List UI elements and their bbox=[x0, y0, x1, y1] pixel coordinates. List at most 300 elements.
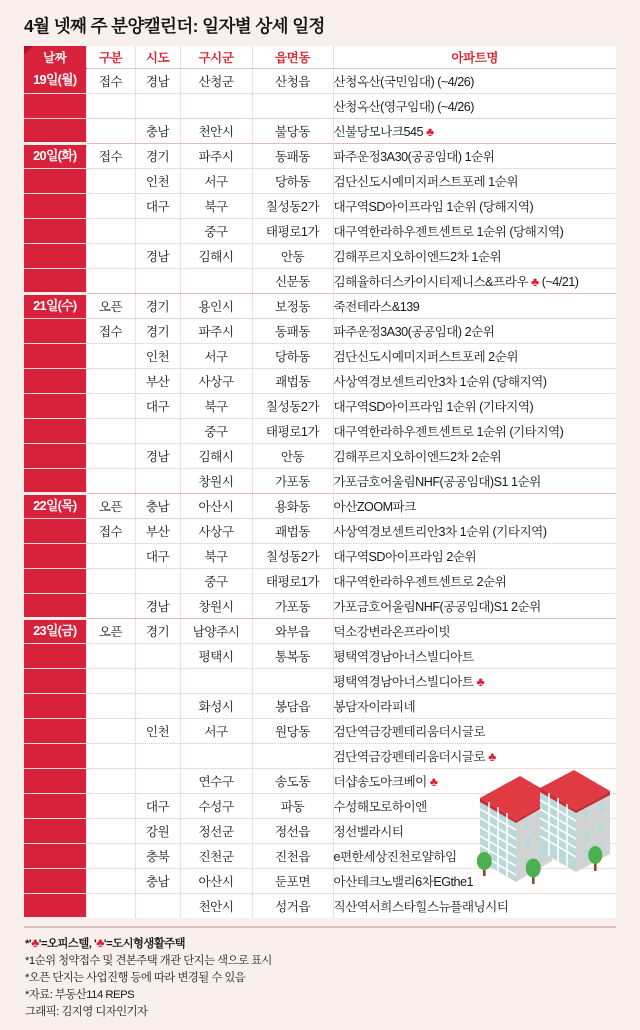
eupmyeondong-cell: 봉담읍 bbox=[252, 693, 333, 718]
apartment-name-cell bbox=[333, 393, 616, 418]
type-cell bbox=[86, 343, 135, 368]
apartment-name: 파주운정3A30(공공임대) 2순위 bbox=[333, 325, 495, 339]
date-cell-empty bbox=[24, 193, 86, 218]
eupmyeondong-cell: 당하동 bbox=[252, 168, 333, 193]
apartment-name: 검단역금강펜테리움더시글로 bbox=[333, 725, 486, 739]
eupmyeondong-cell: 동패동 bbox=[252, 143, 333, 168]
date-cell-empty bbox=[24, 393, 86, 418]
eupmyeondong-cell: 송도동 bbox=[252, 768, 333, 793]
date-cell-empty bbox=[24, 518, 86, 543]
apartment-name-cell bbox=[333, 193, 616, 218]
sido-cell bbox=[135, 568, 180, 593]
apartment-name: 신불당모나크545 bbox=[333, 125, 424, 139]
table-row bbox=[24, 368, 616, 393]
eupmyeondong-cell: 괘법동 bbox=[252, 518, 333, 543]
table-row bbox=[24, 718, 616, 743]
apartment-name-cell bbox=[333, 218, 616, 243]
table-row bbox=[24, 768, 616, 793]
eupmyeondong-cell: 당하동 bbox=[252, 343, 333, 368]
apartment-name: 아산ZOOM파크 bbox=[333, 500, 416, 514]
footnote-text: '=도시형생활주택 bbox=[103, 938, 186, 950]
apartment-name: 대구역SD아이프라임 2순위 bbox=[333, 550, 477, 564]
table-row bbox=[24, 843, 616, 868]
gusigun-cell: 창원시 bbox=[180, 593, 252, 618]
apartment-name-cell bbox=[333, 743, 616, 768]
sido-cell bbox=[135, 468, 180, 493]
apartment-name: 더샵송도아크베이 bbox=[333, 775, 427, 789]
sido-cell bbox=[135, 693, 180, 718]
sido-cell bbox=[135, 668, 180, 693]
eupmyeondong-cell: 파동 bbox=[252, 793, 333, 818]
sido-cell: 충남 bbox=[135, 118, 180, 143]
date-cell-empty bbox=[24, 93, 86, 118]
eupmyeondong-cell: 신문동 bbox=[252, 268, 333, 293]
table-row bbox=[24, 418, 616, 443]
date-cell-empty bbox=[24, 543, 86, 568]
sido-cell bbox=[135, 93, 180, 118]
date-cell bbox=[24, 493, 86, 518]
apartment-name-cell bbox=[333, 118, 616, 143]
table-row bbox=[24, 143, 616, 168]
date-label: 23일(금) bbox=[33, 622, 77, 638]
table-row bbox=[24, 168, 616, 193]
apartment-name-cell bbox=[333, 868, 616, 893]
apartment-name-cell bbox=[333, 243, 616, 268]
apartment-name-cell bbox=[333, 843, 616, 868]
date-cell-empty bbox=[24, 643, 86, 668]
table-row bbox=[24, 68, 616, 93]
type-cell bbox=[86, 768, 135, 793]
type-cell bbox=[86, 218, 135, 243]
eupmyeondong-cell: 괘법동 bbox=[252, 368, 333, 393]
eupmyeondong-cell bbox=[252, 668, 333, 693]
eupmyeondong-cell: 가포동 bbox=[252, 468, 333, 493]
eupmyeondong-cell: 칠성동2가 bbox=[252, 193, 333, 218]
eupmyeondong-cell: 성거읍 bbox=[252, 893, 333, 918]
table-row bbox=[24, 343, 616, 368]
apartment-name-cell bbox=[333, 593, 616, 618]
table-row bbox=[24, 443, 616, 468]
eupmyeondong-cell: 칠성동2가 bbox=[252, 543, 333, 568]
sido-cell: 경기 bbox=[135, 293, 180, 318]
table-header bbox=[24, 46, 616, 68]
sido-cell: 대구 bbox=[135, 193, 180, 218]
date-cell-empty bbox=[24, 418, 86, 443]
gusigun-cell: 수성구 bbox=[180, 793, 252, 818]
club-symbol-icon: ♣ bbox=[528, 275, 539, 289]
gusigun-cell: 중구 bbox=[180, 218, 252, 243]
apartment-name: 죽전테라스&139 bbox=[333, 300, 420, 314]
type-cell bbox=[86, 593, 135, 618]
sido-cell bbox=[135, 768, 180, 793]
type-cell: 접수 bbox=[86, 68, 135, 93]
eupmyeondong-cell: 보정동 bbox=[252, 293, 333, 318]
table-row bbox=[24, 93, 616, 118]
sido-cell: 인천 bbox=[135, 718, 180, 743]
apartment-name-cell bbox=[333, 718, 616, 743]
club-symbol-icon: ♣ bbox=[96, 936, 104, 950]
apartment-name: 김해푸르지오하이엔드2차 2순위 bbox=[333, 450, 502, 464]
club-symbol-icon: ♣ bbox=[426, 775, 438, 789]
column-header-apartment: 아파트명 bbox=[333, 46, 616, 68]
gusigun-cell: 연수구 bbox=[180, 768, 252, 793]
table-row bbox=[24, 118, 616, 143]
apartment-name: e편한세상진천로얄하임 bbox=[333, 850, 457, 864]
table-body bbox=[24, 68, 616, 918]
date-cell-empty bbox=[24, 368, 86, 393]
apartment-name-cell bbox=[333, 493, 616, 518]
date-cell-empty bbox=[24, 893, 86, 918]
eupmyeondong-cell: 원당동 bbox=[252, 718, 333, 743]
apartment-name-cell bbox=[333, 418, 616, 443]
type-cell bbox=[86, 543, 135, 568]
column-header-type: 구분 bbox=[86, 46, 135, 68]
apartment-name: 봉담자이라피네 bbox=[333, 700, 416, 714]
corner-notch-icon bbox=[24, 46, 33, 55]
type-cell bbox=[86, 743, 135, 768]
apartment-name-cell bbox=[333, 143, 616, 168]
apartment-name: 사상역경보센트리안3차 1순위 (당해지역) bbox=[333, 375, 547, 389]
type-cell: 오픈 bbox=[86, 293, 135, 318]
footnote-line: *자료: 부동산114 REPS bbox=[25, 989, 135, 1001]
date-cell-empty bbox=[24, 693, 86, 718]
eupmyeondong-cell: 태평로1가 bbox=[252, 418, 333, 443]
gusigun-cell: 화성시 bbox=[180, 693, 252, 718]
date-cell-empty bbox=[24, 218, 86, 243]
apartment-name: 평택역경남아너스빌디아트 bbox=[333, 675, 474, 689]
sido-cell: 경남 bbox=[135, 243, 180, 268]
date-cell-empty bbox=[24, 868, 86, 893]
table-row bbox=[24, 393, 616, 418]
footnote-text: *' bbox=[25, 938, 32, 950]
gusigun-cell: 용인시 bbox=[180, 293, 252, 318]
apartment-name: 대구역SD아이프라임 1순위 (기타지역) bbox=[333, 400, 534, 414]
gusigun-cell: 사상구 bbox=[180, 518, 252, 543]
type-cell bbox=[86, 568, 135, 593]
apartment-name: 가포금호어울림NHF(공공임대)S1 2순위 bbox=[333, 600, 541, 614]
eupmyeondong-cell bbox=[252, 743, 333, 768]
apartment-name-cell bbox=[333, 768, 616, 793]
gusigun-cell: 진천군 bbox=[180, 843, 252, 868]
date-cell-empty bbox=[24, 468, 86, 493]
type-cell bbox=[86, 643, 135, 668]
apartment-name-cell bbox=[333, 293, 616, 318]
apartment-name-cell bbox=[333, 168, 616, 193]
type-cell bbox=[86, 368, 135, 393]
table-row bbox=[24, 318, 616, 343]
date-cell-empty bbox=[24, 593, 86, 618]
apartment-name: 산청옥산(국민임대) (~4/26) bbox=[333, 75, 474, 89]
eupmyeondong-cell: 와부읍 bbox=[252, 618, 333, 643]
table-row bbox=[24, 518, 616, 543]
apartment-name: 수성해모로하이엔 bbox=[333, 800, 427, 814]
gusigun-cell: 아산시 bbox=[180, 868, 252, 893]
apartment-name: 덕소강변라온프라이빗 bbox=[333, 625, 451, 639]
gusigun-cell: 서구 bbox=[180, 718, 252, 743]
table-row bbox=[24, 868, 616, 893]
apartment-name-cell bbox=[333, 343, 616, 368]
sido-cell bbox=[135, 743, 180, 768]
apartment-name-cell bbox=[333, 643, 616, 668]
table-row bbox=[24, 618, 616, 643]
type-cell bbox=[86, 793, 135, 818]
type-cell bbox=[86, 843, 135, 868]
date-label: 20일(화) bbox=[33, 147, 77, 163]
apartment-name: 대구역한라하우젠트센트로 1순위 (당해지역) bbox=[333, 225, 564, 239]
date-cell-empty bbox=[24, 243, 86, 268]
date-cell-empty bbox=[24, 818, 86, 843]
date-cell-empty bbox=[24, 718, 86, 743]
sido-cell bbox=[135, 893, 180, 918]
date-cell-empty bbox=[24, 843, 86, 868]
date-cell bbox=[24, 618, 86, 643]
apartment-name: 정선벨라시티 bbox=[333, 825, 404, 839]
type-cell bbox=[86, 393, 135, 418]
page-title: 4월 넷째 주 분양캘린더: 일자별 상세 일정 bbox=[24, 16, 325, 36]
apartment-name: 대구역한라하우젠트센트로 1순위 (기타지역) bbox=[333, 425, 564, 439]
eupmyeondong-cell: 정선읍 bbox=[252, 818, 333, 843]
eupmyeondong-cell: 용화동 bbox=[252, 493, 333, 518]
apartment-name-cell bbox=[333, 268, 616, 293]
table-row bbox=[24, 568, 616, 593]
type-cell: 오픈 bbox=[86, 618, 135, 643]
date-label: 21일(수) bbox=[33, 297, 77, 313]
eupmyeondong-cell bbox=[252, 93, 333, 118]
date-cell-empty bbox=[24, 168, 86, 193]
type-cell: 오픈 bbox=[86, 493, 135, 518]
club-symbol-icon: ♣ bbox=[31, 936, 39, 950]
type-cell bbox=[86, 693, 135, 718]
apartment-name-cell bbox=[333, 93, 616, 118]
apartment-name: 가포금호어울림NHF(공공임대)S1 1순위 bbox=[333, 475, 541, 489]
table-row bbox=[24, 243, 616, 268]
gusigun-cell bbox=[180, 93, 252, 118]
eupmyeondong-cell: 둔포면 bbox=[252, 868, 333, 893]
apartment-name: 검단역금강펜테리움더시글로 bbox=[333, 750, 486, 764]
apartment-name-cell bbox=[333, 693, 616, 718]
eupmyeondong-cell: 안동 bbox=[252, 243, 333, 268]
apartment-name-cell bbox=[333, 818, 616, 843]
table-row bbox=[24, 193, 616, 218]
table-row bbox=[24, 218, 616, 243]
gusigun-cell: 파주시 bbox=[180, 143, 252, 168]
date-cell-empty bbox=[24, 668, 86, 693]
eupmyeondong-cell: 태평로1가 bbox=[252, 568, 333, 593]
type-cell bbox=[86, 443, 135, 468]
eupmyeondong-cell: 칠성동2가 bbox=[252, 393, 333, 418]
type-cell bbox=[86, 93, 135, 118]
type-cell: 접수 bbox=[86, 318, 135, 343]
apartment-date-suffix: (~4/21) bbox=[538, 275, 579, 289]
club-symbol-icon: ♣ bbox=[423, 125, 434, 139]
type-cell bbox=[86, 468, 135, 493]
apartment-name: 김해푸르지오하이엔드2차 1순위 bbox=[333, 250, 502, 264]
date-cell-empty bbox=[24, 443, 86, 468]
gusigun-cell: 북구 bbox=[180, 543, 252, 568]
eupmyeondong-cell: 가포동 bbox=[252, 593, 333, 618]
apartment-name-cell bbox=[333, 468, 616, 493]
sido-cell: 부산 bbox=[135, 518, 180, 543]
sido-cell: 강원 bbox=[135, 818, 180, 843]
eupmyeondong-cell: 진천읍 bbox=[252, 843, 333, 868]
sido-cell bbox=[135, 643, 180, 668]
apartment-name-cell bbox=[333, 518, 616, 543]
date-label: 22일(목) bbox=[33, 497, 77, 513]
sido-cell: 인천 bbox=[135, 168, 180, 193]
footnote-text: '=오피스텔, ' bbox=[38, 938, 97, 950]
club-symbol-icon: ♣ bbox=[485, 750, 496, 764]
eupmyeondong-cell: 태평로1가 bbox=[252, 218, 333, 243]
type-cell bbox=[86, 868, 135, 893]
footnote-line bbox=[25, 936, 445, 953]
type-cell bbox=[86, 268, 135, 293]
date-cell-empty bbox=[24, 743, 86, 768]
gusigun-cell bbox=[180, 668, 252, 693]
apartment-name: 대구역SD아이프라임 1순위 (당해지역) bbox=[333, 200, 534, 214]
eupmyeondong-cell: 동패동 bbox=[252, 318, 333, 343]
table-row bbox=[24, 668, 616, 693]
gusigun-cell: 북구 bbox=[180, 193, 252, 218]
footnotes bbox=[25, 936, 445, 1021]
date-cell-empty bbox=[24, 268, 86, 293]
gusigun-cell bbox=[180, 743, 252, 768]
table-row bbox=[24, 543, 616, 568]
footnote-line: 그래픽: 김지영 디자인기자 bbox=[25, 1006, 148, 1018]
gusigun-cell: 서구 bbox=[180, 343, 252, 368]
apartment-name: 김해율하더스카이시티제니스&프라우 bbox=[333, 275, 529, 289]
type-cell bbox=[86, 893, 135, 918]
gusigun-cell: 천안시 bbox=[180, 118, 252, 143]
gusigun-cell: 평택시 bbox=[180, 643, 252, 668]
gusigun-cell: 북구 bbox=[180, 393, 252, 418]
gusigun-cell: 천안시 bbox=[180, 893, 252, 918]
apartment-name: 산청옥산(영구임대) (~4/26) bbox=[333, 100, 474, 114]
type-cell: 접수 bbox=[86, 143, 135, 168]
sido-cell: 경기 bbox=[135, 618, 180, 643]
sido-cell: 경기 bbox=[135, 318, 180, 343]
table-header-row bbox=[24, 46, 616, 68]
sido-cell: 충남 bbox=[135, 493, 180, 518]
schedule-table bbox=[24, 46, 616, 920]
apartment-name: 직산역서희스타힐스뉴플래닝시티 bbox=[333, 900, 509, 915]
type-cell bbox=[86, 818, 135, 843]
table-row bbox=[24, 743, 616, 768]
apartment-name: 아산테크노밸리6차EGthe1 bbox=[333, 875, 474, 889]
footnote-line: *1순위 청약접수 및 견본주택 개관 단지는 색으로 표시 bbox=[25, 955, 272, 967]
sido-cell: 대구 bbox=[135, 793, 180, 818]
sido-cell: 경남 bbox=[135, 593, 180, 618]
sido-cell: 대구 bbox=[135, 393, 180, 418]
gusigun-cell: 남양주시 bbox=[180, 618, 252, 643]
date-cell-empty bbox=[24, 568, 86, 593]
sido-cell: 경남 bbox=[135, 68, 180, 93]
type-cell: 접수 bbox=[86, 518, 135, 543]
gusigun-cell: 파주시 bbox=[180, 318, 252, 343]
column-header-date bbox=[24, 46, 86, 68]
table-row bbox=[24, 693, 616, 718]
gusigun-cell: 창원시 bbox=[180, 468, 252, 493]
type-cell bbox=[86, 243, 135, 268]
sido-cell bbox=[135, 268, 180, 293]
type-cell bbox=[86, 118, 135, 143]
gusigun-cell: 서구 bbox=[180, 168, 252, 193]
apartment-name-cell bbox=[333, 443, 616, 468]
date-cell-empty bbox=[24, 318, 86, 343]
table-row bbox=[24, 293, 616, 318]
column-header-gusigun: 구시군 bbox=[180, 46, 252, 68]
eupmyeondong-cell: 산청읍 bbox=[252, 68, 333, 93]
sido-cell bbox=[135, 418, 180, 443]
gusigun-cell: 중구 bbox=[180, 418, 252, 443]
table-bottom-rule bbox=[24, 926, 616, 928]
eupmyeondong-cell: 통복동 bbox=[252, 643, 333, 668]
eupmyeondong-cell: 안동 bbox=[252, 443, 333, 468]
apartment-name-cell bbox=[333, 543, 616, 568]
apartment-name-cell bbox=[333, 68, 616, 93]
type-cell bbox=[86, 168, 135, 193]
apartment-name-cell bbox=[333, 793, 616, 818]
gusigun-cell: 사상구 bbox=[180, 368, 252, 393]
table-row bbox=[24, 593, 616, 618]
sido-cell bbox=[135, 218, 180, 243]
gusigun-cell: 산청군 bbox=[180, 68, 252, 93]
date-cell-empty bbox=[24, 793, 86, 818]
table-row bbox=[24, 468, 616, 493]
apartment-name-cell bbox=[333, 318, 616, 343]
footnote-line: *오픈 단지는 사업진행 등에 따라 변경될 수 있음 bbox=[25, 972, 246, 984]
column-header-sido: 시도 bbox=[135, 46, 180, 68]
apartment-name-cell bbox=[333, 568, 616, 593]
gusigun-cell: 아산시 bbox=[180, 493, 252, 518]
table-row bbox=[24, 643, 616, 668]
apartment-name: 대구역한라하우젠트센트로 2순위 bbox=[333, 575, 507, 589]
gusigun-cell: 정선군 bbox=[180, 818, 252, 843]
gusigun-cell: 김해시 bbox=[180, 443, 252, 468]
table-row bbox=[24, 268, 616, 293]
gusigun-cell bbox=[180, 268, 252, 293]
sido-cell: 충남 bbox=[135, 868, 180, 893]
type-cell bbox=[86, 718, 135, 743]
gusigun-cell: 중구 bbox=[180, 568, 252, 593]
apartment-name-cell bbox=[333, 618, 616, 643]
date-cell-empty bbox=[24, 118, 86, 143]
apartment-name: 사상역경보센트리안3차 1순위 (기타지역) bbox=[333, 525, 547, 539]
date-cell bbox=[24, 68, 86, 93]
gusigun-cell: 김해시 bbox=[180, 243, 252, 268]
club-symbol-icon: ♣ bbox=[473, 675, 485, 689]
apartment-name: 검단신도시예미지퍼스트포레 1순위 bbox=[333, 175, 518, 189]
table-row bbox=[24, 818, 616, 843]
apartment-name-cell bbox=[333, 893, 616, 918]
date-label: 19일(월) bbox=[33, 71, 77, 87]
sido-cell: 경기 bbox=[135, 143, 180, 168]
sido-cell: 인천 bbox=[135, 343, 180, 368]
apartment-name-cell bbox=[333, 368, 616, 393]
eupmyeondong-cell: 불당동 bbox=[252, 118, 333, 143]
date-cell bbox=[24, 293, 86, 318]
table-row bbox=[24, 493, 616, 518]
date-cell bbox=[24, 143, 86, 168]
column-header-date-label: 날짜 bbox=[43, 50, 67, 65]
sido-cell: 충북 bbox=[135, 843, 180, 868]
date-cell-empty bbox=[24, 343, 86, 368]
date-cell-empty bbox=[24, 768, 86, 793]
type-cell bbox=[86, 193, 135, 218]
table-row bbox=[24, 793, 616, 818]
sido-cell: 대구 bbox=[135, 543, 180, 568]
table-row bbox=[24, 893, 616, 918]
column-header-eupmyeondong: 읍면동 bbox=[252, 46, 333, 68]
